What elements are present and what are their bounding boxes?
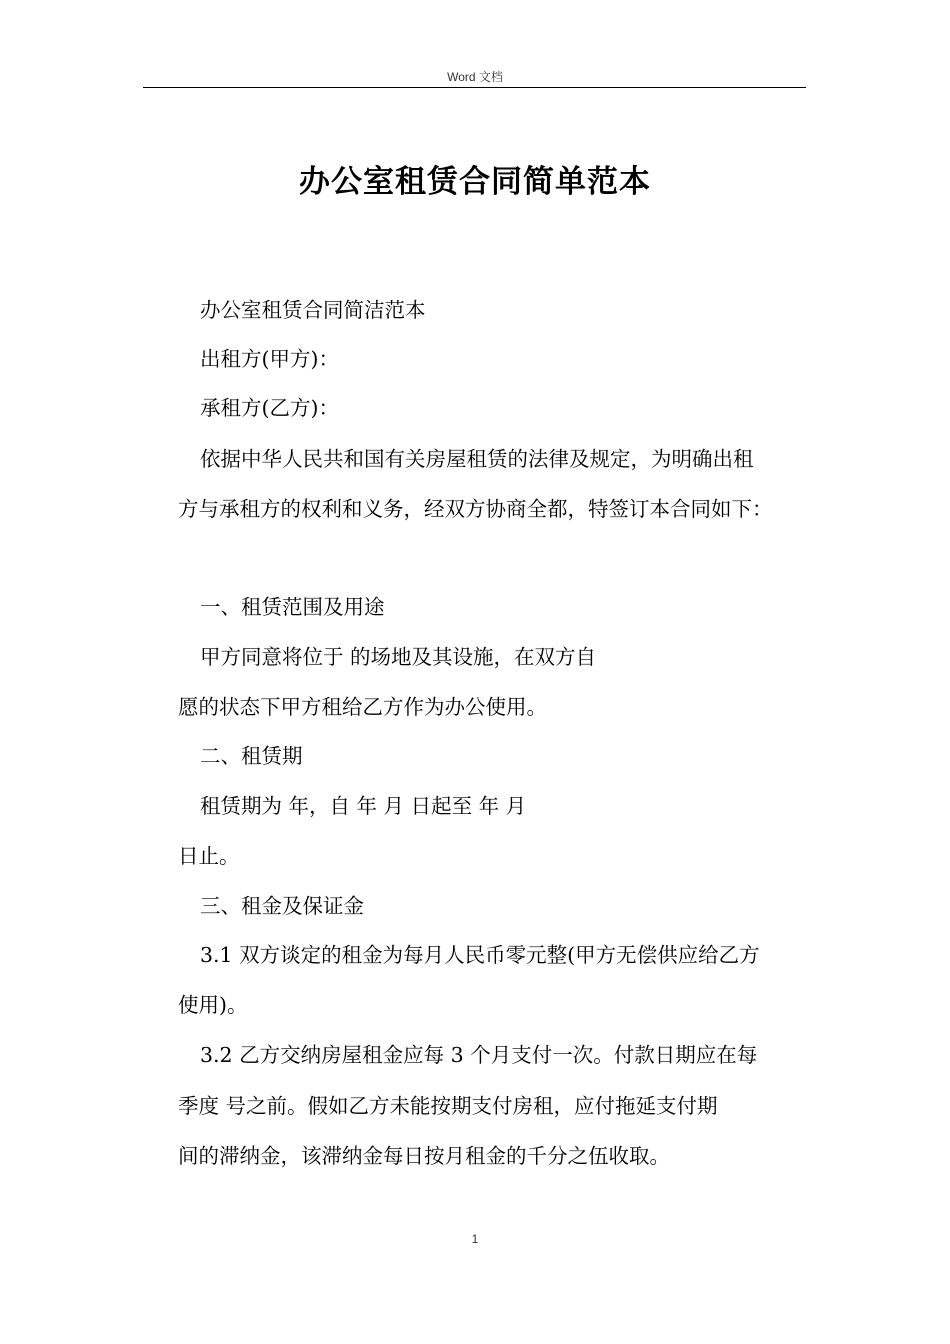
section-2-line-1: 租赁期为 年，自 年 月 日起至 年 月 — [200, 794, 527, 818]
clause-3-2-line-2: 季度 号之前。假如乙方未能按期支付房租，应付拖延支付期 — [178, 1094, 718, 1118]
lessor-line: 出租方(甲方)： — [200, 347, 339, 371]
clause-3-2-line-1: 3.2 乙方交纳房屋租金应每 3 个月支付一次。付款日期应在每 — [200, 1043, 758, 1067]
subtitle-line: 办公室租赁合同简洁范本 — [200, 298, 426, 322]
page-header-label: Word 文档 — [447, 70, 503, 84]
clause-3-1-line-1: 3.1 双方谈定的租金为每月人民币零元整(甲方无偿供应给乙方 — [200, 943, 760, 967]
document-title: 办公室租赁合同简单范本 — [299, 164, 651, 200]
section-1-heading: 一、租赁范围及用途 — [200, 595, 385, 619]
clause-3-2-line-3: 间的滞纳金，该滞纳金每日按月租金的千分之伍收取。 — [178, 1144, 670, 1168]
clause-3-1-line-2: 使用)。 — [178, 993, 248, 1017]
section-1-line-2: 愿的状态下甲方租给乙方作为办公使用。 — [178, 695, 547, 719]
section-2-line-2: 日止。 — [178, 844, 240, 868]
section-1-line-1: 甲方同意将位于 的场地及其设施，在双方自 — [200, 645, 597, 669]
lessee-line: 承租方(乙方)： — [200, 396, 339, 420]
section-3-heading: 三、租金及保证金 — [200, 894, 364, 918]
page-number: 1 — [471, 1232, 479, 1246]
preamble-line-1: 依据中华人民共和国有关房屋租赁的法律及规定，为明确出租 — [200, 447, 754, 471]
header-divider — [143, 87, 806, 88]
section-2-heading: 二、租赁期 — [200, 744, 303, 768]
preamble-line-2: 方与承租方的权利和义务，经双方协商全都，特签订本合同如下： — [178, 497, 773, 521]
